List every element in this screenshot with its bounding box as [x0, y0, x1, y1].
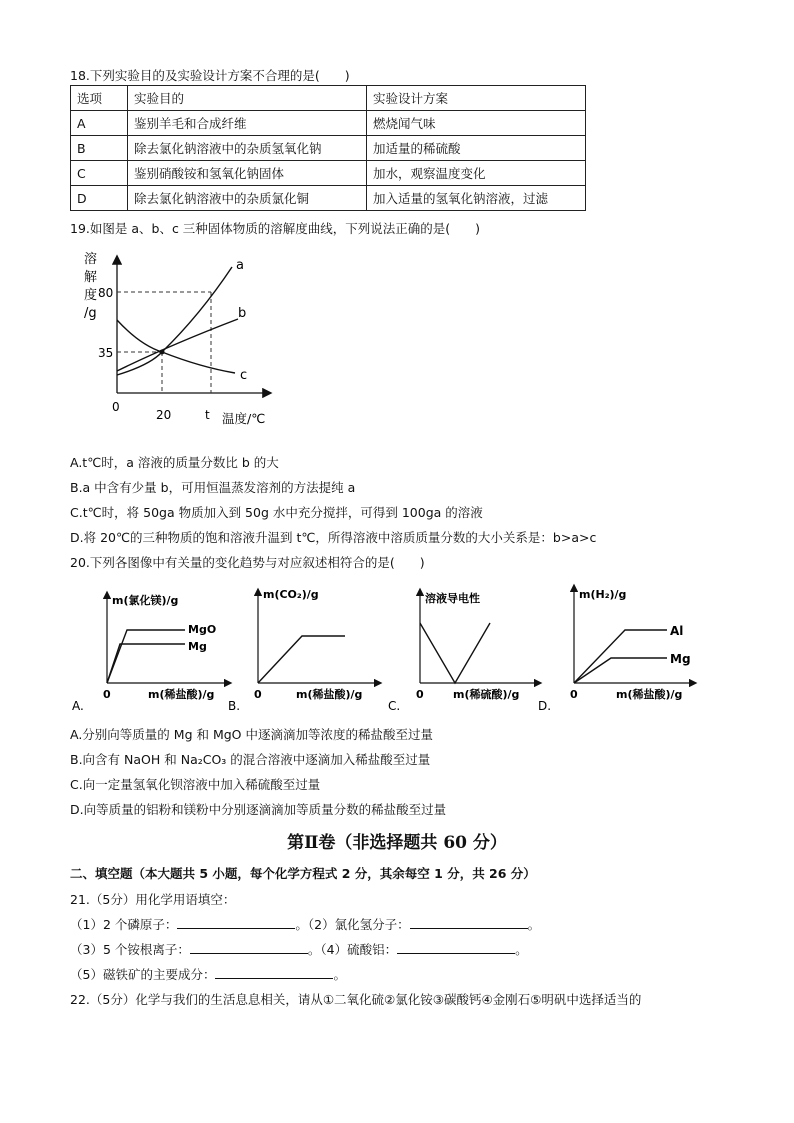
- header-cell: 实验目的: [128, 86, 367, 111]
- y-label: 度: [84, 288, 98, 303]
- graph-c-xlabel: m(稀硫酸)/g: [453, 688, 520, 701]
- graph-c-letter: C.: [388, 699, 401, 713]
- table-row: [71, 161, 586, 186]
- graph-d-zero: 0: [570, 688, 578, 701]
- header-cell: 实验设计方案: [367, 86, 586, 111]
- graph-a-line-mgo: [107, 630, 185, 683]
- period: 。: [307, 942, 321, 957]
- graph-d-xlabel: m(稀盐酸)/g: [616, 688, 683, 701]
- tick-label-0: 0: [112, 400, 120, 414]
- table-cell: 燃烧闻气味: [367, 111, 586, 136]
- graph-d-label-al: Al: [670, 624, 684, 638]
- table-cell: 加入适量的氢氧化钠溶液，过滤: [367, 186, 586, 211]
- graph-a: [72, 593, 230, 713]
- graph-a-line-mg: [107, 644, 185, 683]
- q20-option-b: B.向含有 NaOH 和 Na₂CO₃ 的混合溶液中逐滴加入稀盐酸至过量: [70, 752, 431, 767]
- curve-label-a: a: [236, 258, 244, 273]
- q19-option-d: D.将 20℃的三种物质的饱和溶液升温到 t℃，所得溶液中溶质质量分数的大小关系是：b>a>c: [70, 530, 597, 545]
- x-label: 温度/℃: [222, 411, 266, 426]
- period: 。: [527, 917, 541, 932]
- table-row: [71, 136, 586, 161]
- q21-line-3: [70, 965, 346, 983]
- q20-option-d: D.向等质量的铝粉和镁粉中分别逐滴滴加等质量分数的稀盐酸至过量: [70, 802, 447, 817]
- graph-c: [388, 590, 540, 713]
- table-row: [71, 111, 586, 136]
- graph-a-ylabel: m(氯化镁)/g: [112, 594, 179, 607]
- q19-option-a: A.t℃时，a 溶液的质量分数比 b 的大: [70, 455, 279, 470]
- table-cell: 加适量的稀硫酸: [367, 136, 586, 161]
- solubility-curve-figure: [70, 245, 280, 435]
- table-cell: A: [71, 111, 128, 136]
- y-label: 解: [84, 270, 98, 285]
- answer-blank[interactable]: [397, 941, 515, 954]
- table-cell: 除去氯化钠溶液中的杂质氯化铜: [128, 186, 367, 211]
- q21-item-1: （1）2 个磷原子：: [70, 917, 178, 932]
- graph-c-ylabel: 溶液导电性: [425, 592, 480, 605]
- tick-label-20: 20: [156, 408, 172, 422]
- curve-label-c: c: [240, 368, 248, 383]
- intersection-point: [160, 350, 165, 355]
- graph-d-letter: D.: [538, 699, 552, 713]
- q20-stem: 20.下列各图像中有关量的变化趋势与对应叙述相符合的是( ): [70, 555, 425, 570]
- q18-table: [70, 85, 586, 211]
- graph-b-zero: 0: [254, 688, 262, 701]
- section-heading: 二、填空题（本大题共 5 小题，每个化学方程式 2 分，其余每空 1 分，共 26 分）: [70, 866, 536, 881]
- table-cell: 除去氯化钠溶液中的杂质氢氧化钠: [128, 136, 367, 161]
- graph-d-label-mg: Mg: [670, 652, 691, 666]
- q21-item-2: （2）氯化氢分子：: [307, 917, 410, 932]
- tick-label-80: 80: [98, 286, 114, 300]
- answer-blank[interactable]: [410, 916, 528, 929]
- y-label: 溶: [84, 252, 98, 267]
- period: 。: [333, 967, 346, 982]
- q22-stem: 22.（5分）化学与我们的生活息息相关，请从①二氧化硫②氯化铵③碳酸钙④金刚石⑤明矾中选择适当的: [70, 992, 642, 1007]
- table-cell: 加水，观察温度变化: [367, 161, 586, 186]
- graph-a-label-mgo: MgO: [188, 623, 217, 636]
- q19-option-c: C.t℃时，将 50ga 物质加入到 50g 水中充分搅拌，可得到 100ga 的溶液: [70, 505, 483, 520]
- table-row: [71, 186, 586, 211]
- answer-blank[interactable]: [215, 966, 333, 979]
- header-cell: 选项: [71, 86, 128, 111]
- q19-stem: 19.如图是 a、b、c 三种固体物质的溶解度曲线，下列说法正确的是( ): [70, 221, 481, 236]
- q18-stem: 18.下列实验目的及实验设计方案不合理的是( ): [70, 68, 350, 83]
- graph-a-zero: 0: [103, 688, 111, 701]
- part2-title: 第Ⅱ卷（非选择题共 60 分）: [287, 833, 507, 853]
- q21-item-4: （4）硫酸铝：: [320, 942, 398, 957]
- graph-a-xlabel: m(稀盐酸)/g: [148, 688, 215, 701]
- q20-graphs: [70, 578, 720, 718]
- q20-option-c: C.向一定量氢氧化钡溶液中加入稀硫酸至过量: [70, 777, 321, 792]
- period: 。: [295, 917, 308, 932]
- period: 。: [515, 942, 528, 957]
- tick-label-t: t: [205, 408, 210, 422]
- curve-c: [117, 320, 235, 373]
- graph-b-xlabel: m(稀盐酸)/g: [296, 688, 363, 701]
- graph-b-line: [258, 636, 345, 683]
- q21-stem: 21.（5分）用化学用语填空：: [70, 892, 236, 907]
- q21-line-1: [70, 915, 540, 933]
- table-cell: C: [71, 161, 128, 186]
- curve-a: [117, 267, 232, 375]
- graph-d-line-al: [574, 630, 667, 683]
- graph-d-ylabel: m(H₂)/g: [579, 588, 627, 601]
- y-label: /g: [84, 306, 97, 321]
- answer-blank[interactable]: [177, 916, 295, 929]
- graph-b-ylabel: m(CO₂)/g: [263, 588, 319, 601]
- tick-label-35: 35: [98, 346, 114, 360]
- graph-b: [228, 588, 380, 713]
- graph-b-letter: B.: [228, 699, 241, 713]
- graph-a-label-mg: Mg: [188, 640, 207, 653]
- curve-b: [117, 319, 238, 371]
- table-header-row: [71, 86, 586, 111]
- q21-item-5: （5）磁铁矿的主要成分：: [70, 967, 216, 982]
- q19-option-b: B.a 中含有少量 b，可用恒温蒸发溶剂的方法提纯 a: [70, 480, 356, 495]
- graph-d-line-mg: [574, 658, 667, 683]
- graph-c-line: [420, 623, 490, 683]
- q20-option-a: A.分别向等质量的 Mg 和 MgO 中逐滴滴加等浓度的稀盐酸至过量: [70, 727, 433, 742]
- table-cell: 鉴别羊毛和合成纤维: [128, 111, 367, 136]
- graph-a-letter: A.: [72, 699, 84, 713]
- table-cell: 鉴别硝酸铵和氢氧化钠固体: [128, 161, 367, 186]
- table-cell: D: [71, 186, 128, 211]
- graph-c-zero: 0: [416, 688, 424, 701]
- q21-line-2: [70, 940, 528, 958]
- q21-item-3: （3）5 个铵根离子：: [70, 942, 190, 957]
- table-cell: B: [71, 136, 128, 161]
- answer-blank[interactable]: [190, 941, 308, 954]
- graph-d: [538, 586, 695, 713]
- curve-label-b: b: [238, 306, 247, 321]
